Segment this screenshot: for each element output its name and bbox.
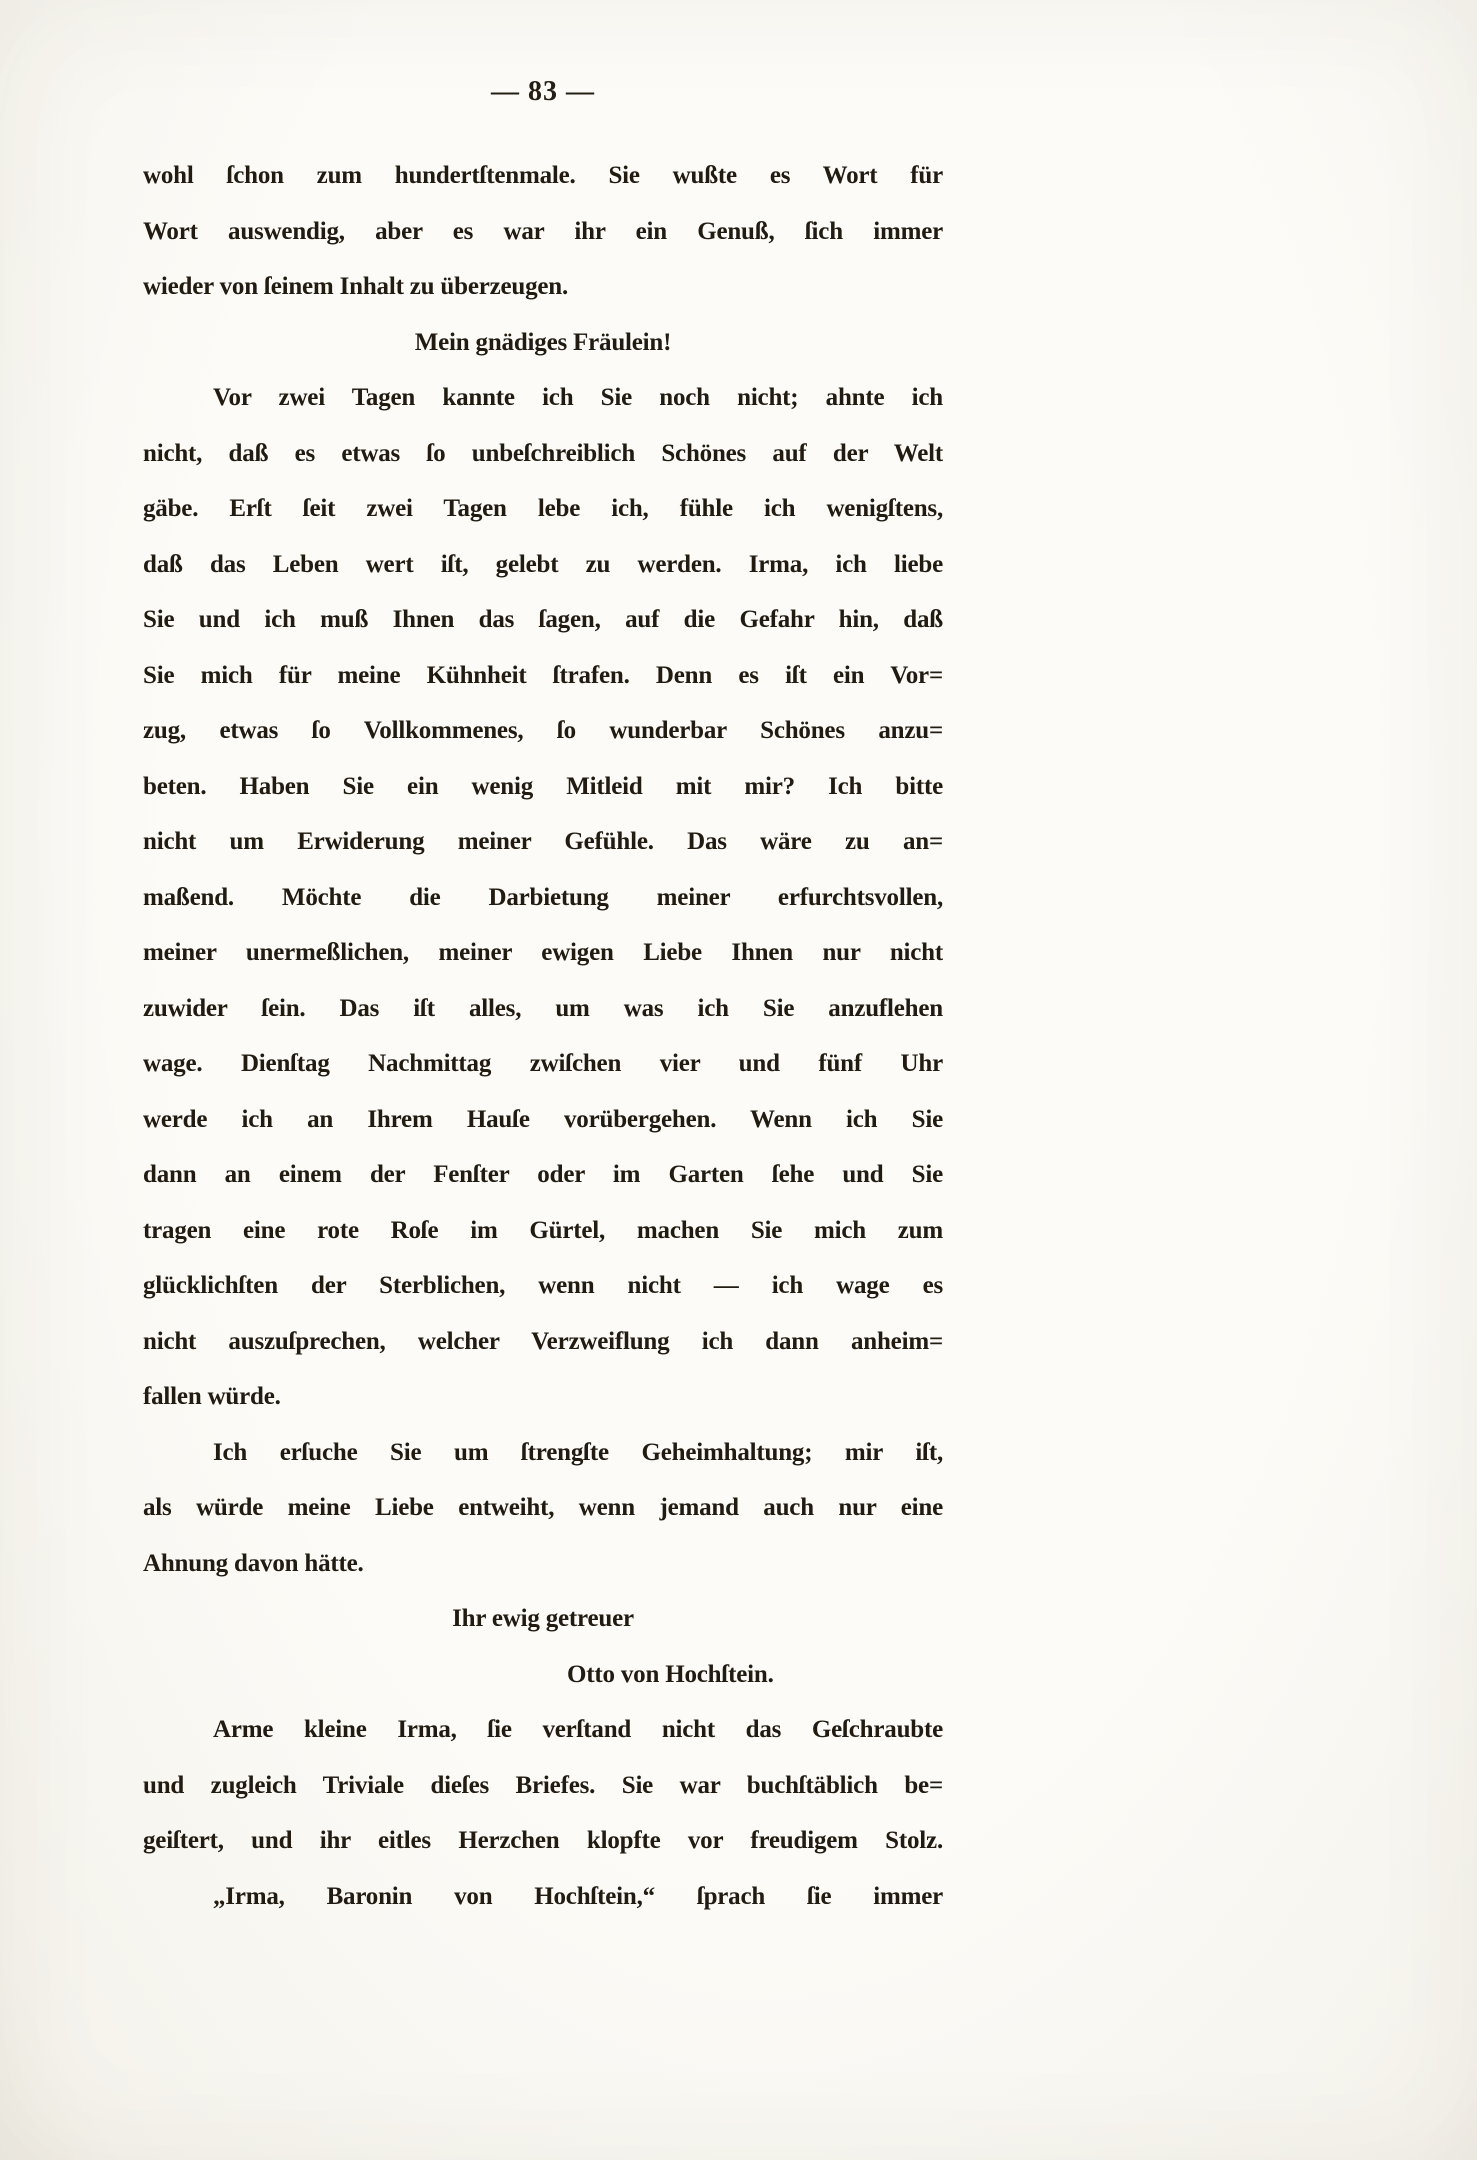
text-line: meiner unermeßlichen, meiner ewigen Liebe Ihnen nur nicht: [143, 939, 943, 966]
text-line: Sie mich für meine Kühnheit ſtrafen. Denn es iſt ein Vor=: [143, 661, 943, 689]
text-line: Vor zwei Tagen kannte ich Sie noch nicht; ahnte ich: [213, 384, 943, 411]
text-line: Ich erſuche Sie um ſtrengſte Geheimhaltung; mir iſt,: [213, 1438, 943, 1466]
text-line: gäbe. Erſt ſeit zwei Tagen lebe ich, fühle ich wenigſtens,: [143, 495, 943, 522]
text-line: maßend. Möchte die Darbietung meiner erfurchtsvollen,: [143, 883, 943, 911]
text-line: „Irma, Baronin von Hochſtein,“ ſprach ſie immer: [213, 1882, 943, 1910]
text-line: zug, etwas ſo Vollkommenes, ſo wunderbar Schönes anzu=: [143, 717, 943, 744]
text-line: und zugleich Triviale dieſes Briefes. Sie war buchſtäblich be=: [143, 1771, 943, 1799]
text-line: Arme kleine Irma, ſie verſtand nicht das Geſchraubte: [213, 1716, 943, 1743]
page-text: [143, 148, 943, 1924]
text-line: als würde meine Liebe entweiht, wenn jemand auch nur eine: [143, 1494, 943, 1521]
text-line: Wort auswendig, aber es war ihr ein Genuß, ſich immer: [143, 217, 943, 245]
text-line: fallen würde.: [143, 1383, 281, 1410]
text-line: beten. Haben Sie ein wenig Mitleid mit mir? Ich bitte: [143, 772, 943, 800]
page-number: — 83 —: [491, 76, 595, 107]
text-line: daß das Leben wert iſt, gelebt zu werden. Irma, ich liebe: [143, 550, 943, 578]
text-line: wage. Dienſtag Nachmittag zwiſchen vier und fünf Uhr: [143, 1050, 943, 1077]
text-line: tragen eine rote Roſe im Gürtel, machen Sie mich zum: [143, 1216, 943, 1244]
text-line: Ihr ewig getreuer: [452, 1605, 634, 1632]
text-line: Otto von Hochſtein.: [567, 1660, 774, 1688]
text-line: dann an einem der Fenſter oder im Garten ſehe und Sie: [143, 1161, 943, 1188]
text-line: Mein gnädiges Fräulein!: [414, 328, 672, 356]
text-line: wieder von ſeinem Inhalt zu überzeugen.: [143, 273, 569, 300]
text-line: nicht, daß es etwas ſo unbeſchreiblich Schönes auf der Welt: [143, 439, 943, 467]
text-line: Sie und ich muß Ihnen das ſagen, auf die Gefahr hin, daß: [143, 606, 943, 633]
text-line: geiſtert, und ihr eitles Herzchen klopfte vor freudigem Stolz.: [143, 1827, 943, 1854]
text-line: glücklichſten der Sterblichen, wenn nicht — ich wage es: [143, 1272, 943, 1299]
text-line: nicht auszuſprechen, welcher Verzweiflung ich dann anheim=: [143, 1327, 943, 1355]
text-line: zuwider ſein. Das iſt alles, um was ich Sie anzuflehen: [143, 994, 943, 1022]
text-line: wohl ſchon zum hundertſtenmale. Sie wußte es Wort für: [143, 162, 943, 189]
text-line: werde ich an Ihrem Hauſe vorübergehen. Wenn ich Sie: [143, 1105, 943, 1133]
text-line: nicht um Erwiderung meiner Gefühle. Das wäre zu an=: [143, 828, 943, 855]
text-line: Ahnung davon hätte.: [143, 1549, 364, 1577]
